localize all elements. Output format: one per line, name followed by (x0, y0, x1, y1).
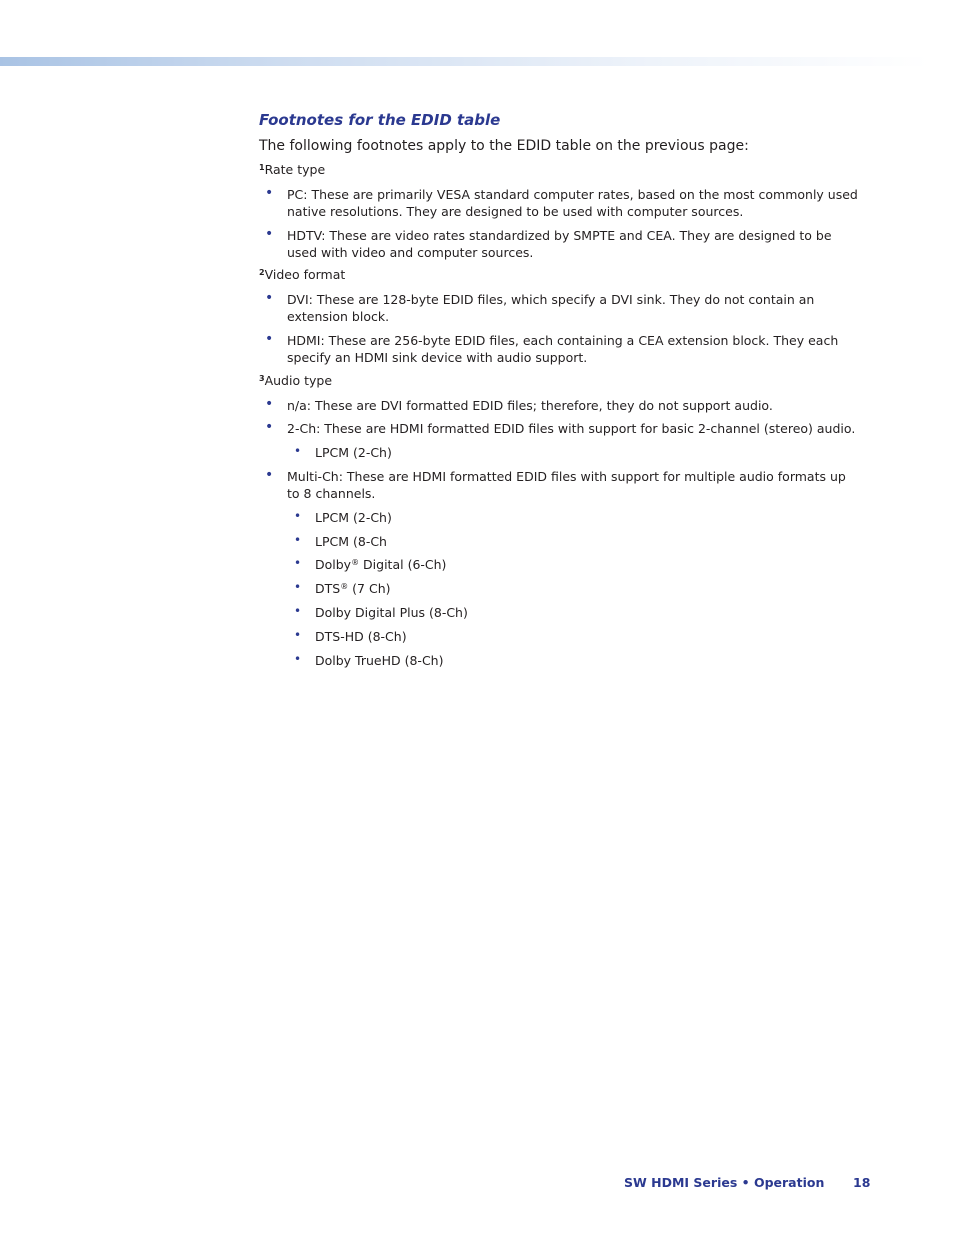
sub-list-item: • DTS® (7 Ch) (294, 580, 391, 596)
bullet-icon: • (265, 226, 274, 242)
bullet-icon: • (294, 628, 302, 642)
bullet-icon: • (294, 652, 302, 666)
bullet-icon: • (265, 467, 274, 483)
section-title: Footnotes for the EDID table (259, 111, 501, 129)
footnote-marker: 3 (259, 374, 265, 383)
bullet-icon: • (265, 290, 274, 306)
footnote-marker: 1 (259, 163, 265, 172)
footnote-heading-rate-type: $^1$Rate type (259, 162, 326, 177)
intro-paragraph: The following footnotes apply to the EDID table on the previous page: (259, 138, 749, 154)
sub-list-item: • Dolby Digital Plus (8-Ch) (294, 604, 468, 620)
bullet-icon: • (265, 331, 274, 347)
bullet-icon: • (294, 580, 302, 594)
bullet-icon: • (294, 556, 302, 570)
header-gradient-band (0, 57, 930, 66)
sub-list-item: • LPCM (2-Ch) (294, 509, 392, 525)
bullet-icon: • (294, 533, 302, 547)
sub-list-item: • Dolby TrueHD (8-Ch) (294, 652, 444, 668)
footer-label: SW HDMI Series • Operation (624, 1175, 825, 1190)
list-item: • HDTV: These are video rates standardized by SMPTE and CEA. They are designed to be used with video and computer sources. (265, 226, 832, 260)
list-item: • n/a: These are DVI formatted EDID files; therefore, they do not support audio. (265, 396, 773, 413)
sub-list-item: • Dolby® Digital (6-Ch) (294, 556, 447, 572)
list-item: • DVI: These are 128-byte EDID files, which specify a DVI sink. They do not contain an extension block. (265, 290, 815, 324)
registered-mark: ® (351, 558, 360, 567)
list-item: • 2-Ch: These are HDMI formatted EDID files with support for basic 2-channel (stereo) audio. (265, 419, 856, 436)
footnote-marker: 2 (259, 268, 265, 277)
sub-list-item: • DTS-HD (8-Ch) (294, 628, 407, 644)
bullet-icon: • (265, 419, 274, 435)
list-item: • PC: These are primarily VESA standard computer rates, based on the most commonly used native resolutions. They are designed to be used with computer sources. (265, 185, 858, 219)
page-number: 18 (853, 1175, 871, 1190)
bullet-icon: • (265, 396, 274, 412)
bullet-icon: • (294, 444, 302, 458)
list-item: • Multi-Ch: These are HDMI formatted EDID files with support for multiple audio formats up to 8 channels. (265, 467, 846, 501)
registered-mark: ® (340, 582, 349, 591)
footnote-heading-video-format: $^2$Video format (259, 267, 346, 282)
bullet-icon: • (294, 509, 302, 523)
sub-list-item: • LPCM (8-Ch (294, 533, 387, 549)
footnote-heading-audio-type: $^3$Audio type (259, 373, 333, 388)
list-item: • HDMI: These are 256-byte EDID files, each containing a CEA extension block. They each specify an HDMI sink device with audio support. (265, 331, 839, 365)
bullet-icon: • (265, 185, 274, 201)
sub-list-item: • LPCM (2-Ch) (294, 444, 392, 460)
bullet-icon: • (294, 604, 302, 618)
